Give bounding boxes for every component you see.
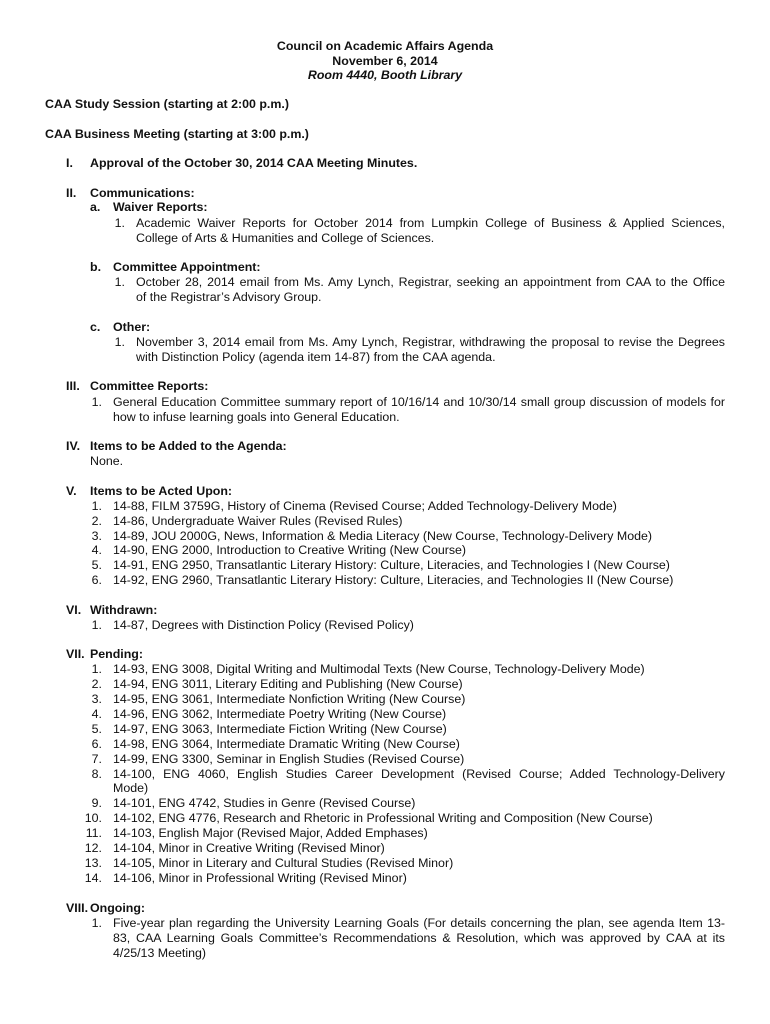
- list-number: 1.: [114, 216, 125, 230]
- list-item-continuation: Mode): [113, 781, 149, 795]
- list-item-line: General Education Committee summary report of 10/16/14 and 10/30/14 small group discussion of models for: [113, 395, 725, 409]
- agenda-date: November 6, 2014: [332, 54, 438, 68]
- list-item: 14-86, Undergraduate Waiver Rules (Revised Rules): [113, 514, 403, 528]
- list-number: 11.: [85, 826, 102, 840]
- list-number: 1.: [91, 916, 102, 930]
- list-item: 14-95, ENG 3061, Intermediate Nonfiction Writing (New Course): [113, 692, 466, 706]
- section-5-title: Items to be Acted Upon:: [90, 484, 233, 498]
- list-number: 5.: [91, 722, 102, 736]
- subsection-b-label: b.: [90, 260, 102, 274]
- section-8-title: Ongoing:: [90, 901, 146, 915]
- section-4-body: None.: [90, 454, 124, 468]
- list-number: 1.: [114, 335, 125, 349]
- section-3-number: III.: [66, 379, 80, 393]
- agenda-room: Room 4440, Booth Library: [307, 68, 463, 82]
- list-number: 5.: [91, 558, 102, 572]
- list-item: 14-103, English Major (Revised Major, Added Emphases): [113, 826, 428, 840]
- subsection-c-title: Other:: [113, 320, 151, 334]
- list-item: 14-93, ENG 3008, Digital Writing and Multimodal Texts (New Course, Technology-Delivery Mode): [113, 662, 645, 676]
- section-8-number: VIII.: [66, 901, 89, 915]
- list-number: 1.: [91, 618, 102, 632]
- list-item-line: Academic Waiver Reports for October 2014 from Lumpkin College of Business & Applied Sciences,: [136, 216, 725, 230]
- study-session-heading: CAA Study Session (starting at 2:00 p.m.): [45, 97, 289, 111]
- list-number: 10.: [84, 811, 102, 825]
- list-number: 9.: [91, 796, 102, 810]
- list-number: 13.: [84, 856, 102, 870]
- list-item: 14-96, ENG 3062, Intermediate Poetry Writing (New Course): [113, 707, 447, 721]
- section-1-number: I.: [66, 156, 73, 170]
- list-item: 14-87, Degrees with Distinction Policy (Revised Policy): [113, 618, 414, 632]
- section-7-title: Pending:: [90, 647, 143, 661]
- subsection-a-label: a.: [90, 200, 101, 214]
- list-item: 14-97, ENG 3063, Intermediate Fiction Writing (New Course): [113, 722, 447, 736]
- section-3-title: Committee Reports:: [90, 379, 209, 393]
- list-item-line: 83, CAA Learning Goals Committee’s Recommendations & Resolution, which was approved by CAA at its: [113, 931, 725, 945]
- list-item-line: how to infuse learning goals into General Education.: [113, 410, 400, 424]
- list-item: 14-89, JOU 2000G, News, Information & Media Literacy (New Course, Technology-Delivery Mode): [113, 529, 652, 543]
- list-item-line: of the Registrar’s Advisory Group.: [136, 290, 322, 304]
- subsection-c-label: c.: [90, 320, 101, 334]
- list-item: 14-92, ENG 2960, Transatlantic Literary History: Culture, Literacies, and Technologies II (New Course): [113, 573, 674, 587]
- list-item: 14-105, Minor in Literary and Cultural Studies (Revised Minor): [113, 856, 454, 870]
- list-item-line: Five-year plan regarding the University Learning Goals (For details concerning the plan, see agenda Item 13-: [113, 916, 725, 930]
- list-number: 3.: [91, 529, 102, 543]
- section-6-title: Withdrawn:: [90, 603, 158, 617]
- section-4-title: Items to be Added to the Agenda:: [90, 439, 287, 453]
- list-item-line: with Distinction Policy (agenda item 14-87) from the CAA agenda.: [136, 350, 496, 364]
- list-number: 14.: [84, 871, 102, 885]
- business-meeting-heading: CAA Business Meeting (starting at 3:00 p.m.): [45, 127, 309, 141]
- list-item: 14-106, Minor in Professional Writing (Revised Minor): [113, 871, 407, 885]
- section-4-number: IV.: [66, 439, 81, 453]
- list-item: 14-94, ENG 3011, Literary Editing and Publishing (New Course): [113, 677, 463, 691]
- list-number: 1.: [114, 275, 125, 289]
- list-item: 14-100, ENG 4060, English Studies Career Development (Revised Course; Added Technology-Delivery: [113, 767, 725, 781]
- list-number: 12.: [84, 841, 102, 855]
- list-number: 7.: [91, 752, 102, 766]
- list-number: 6.: [91, 573, 102, 587]
- list-number: 1.: [91, 662, 102, 676]
- list-number: 8.: [91, 767, 102, 781]
- list-item-line: College of Arts & Humanities and College of Sciences.: [136, 231, 435, 245]
- list-item-line: November 3, 2014 email from Ms. Amy Lynch, Registrar, withdrawing the proposal to revise the Degrees: [136, 335, 725, 349]
- subsection-b-title: Committee Appointment:: [113, 260, 261, 274]
- section-6-number: VI.: [66, 603, 82, 617]
- list-number: 2.: [91, 514, 102, 528]
- list-item: 14-104, Minor in Creative Writing (Revised Minor): [113, 841, 385, 855]
- list-item: 14-91, ENG 2950, Transatlantic Literary History: Culture, Literacies, and Technologies I (New Course): [113, 558, 670, 572]
- list-number: 2.: [91, 677, 102, 691]
- list-item: 14-102, ENG 4776, Research and Rhetoric in Professional Writing and Composition (New Course): [113, 811, 653, 825]
- subsection-a-title: Waiver Reports:: [113, 200, 208, 214]
- list-item: 14-98, ENG 3064, Intermediate Dramatic Writing (New Course): [113, 737, 460, 751]
- agenda-title: Council on Academic Affairs Agenda: [276, 39, 494, 53]
- section-2-number: II.: [66, 186, 77, 200]
- section-2-title: Communications:: [90, 186, 195, 200]
- list-item: 14-99, ENG 3300, Seminar in English Studies (Revised Course): [113, 752, 465, 766]
- list-number: 4.: [91, 543, 102, 557]
- list-number: 1.: [91, 395, 102, 409]
- list-number: 6.: [91, 737, 102, 751]
- section-1-title: Approval of the October 30, 2014 CAA Meeting Minutes.: [90, 156, 418, 170]
- section-7-number: VII.: [66, 647, 85, 661]
- section-5-number: V.: [66, 484, 77, 498]
- list-item: 14-101, ENG 4742, Studies in Genre (Revised Course): [113, 796, 416, 810]
- list-number: 3.: [91, 692, 102, 706]
- list-item: 14-88, FILM 3759G, History of Cinema (Revised Course; Added Technology-Delivery Mode): [113, 499, 617, 513]
- list-number: 1.: [91, 499, 102, 513]
- list-item: 14-90, ENG 2000, Introduction to Creative Writing (New Course): [113, 543, 467, 557]
- list-number: 4.: [91, 707, 102, 721]
- list-item-line: October 28, 2014 email from Ms. Amy Lynch, Registrar, seeking an appointment from CAA to the Office: [136, 275, 725, 289]
- list-item-line: 4/25/13 Meeting): [113, 946, 206, 960]
